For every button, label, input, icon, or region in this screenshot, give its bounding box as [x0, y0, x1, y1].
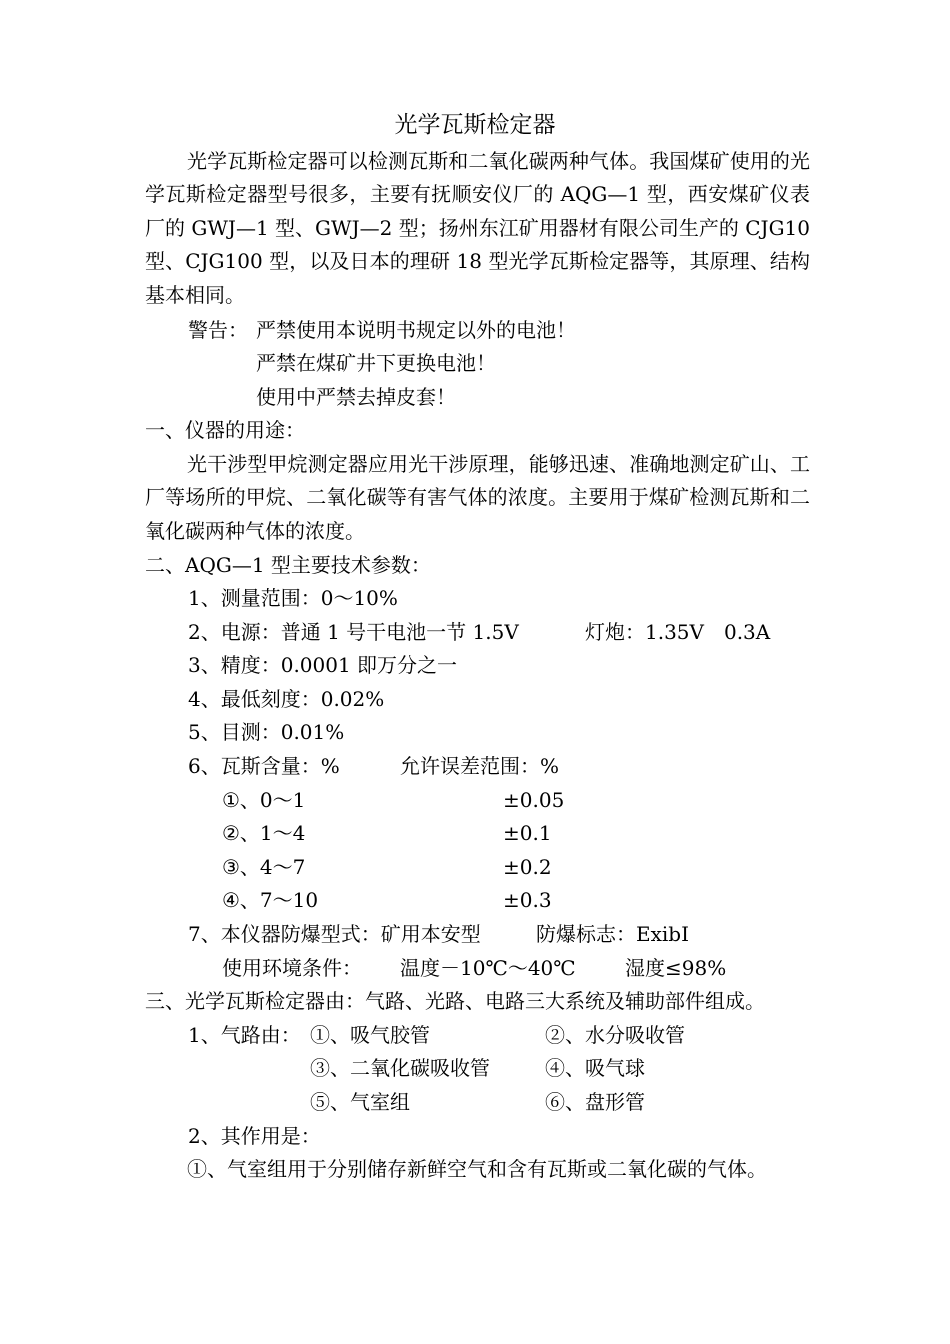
- section-3-heading: 三、光学瓦斯检定器由：气路、光路、电路三大系统及辅助部件组成。: [145, 989, 765, 1013]
- param-visual: 5、目测：0.01%: [188, 720, 345, 744]
- range-row-1-error: ±0.05: [503, 788, 565, 812]
- section-1-body: 光干涉型甲烷测定器应用光干涉原理，能够迅速、准确地测定矿山、工厂等场所的甲烷、二氧化碳等有害气体的浓度。主要用于煤矿检测瓦斯和二氧化碳两种气体的浓度。: [145, 452, 810, 543]
- gas-part-3: ③、二氧化碳吸收管: [310, 1056, 490, 1080]
- env-label: 使用环境条件：: [222, 956, 362, 980]
- range-row-4-range: ④、7～10: [222, 888, 319, 912]
- warning-line-2: 严禁在煤矿井下更换电池！: [256, 351, 496, 375]
- param-min-scale: 4、最低刻度：0.02%: [188, 687, 385, 711]
- section-2-heading: 二、AQG—1 型主要技术参数：: [145, 553, 431, 577]
- gas-part-5: ⑤、气室组: [310, 1090, 410, 1114]
- param-explosion-type: 7、本仪器防爆型式：矿用本安型: [188, 922, 481, 946]
- env-humidity: 湿度≤98%: [625, 956, 727, 980]
- param-range: 1、测量范围：0～10%: [188, 586, 398, 610]
- section-1-heading: 一、仪器的用途：: [145, 418, 305, 442]
- param-explosion-mark: 防爆标志：ExibI: [536, 922, 689, 946]
- env-temperature: 温度－10℃～40℃: [400, 956, 576, 980]
- warning-line-3: 使用中严禁去掉皮套！: [256, 385, 456, 409]
- range-row-3-error: ±0.2: [503, 855, 552, 879]
- range-row-2-error: ±0.1: [503, 821, 552, 845]
- param-bulb: 灯炮：1.35V 0.3A: [585, 620, 771, 644]
- param-precision: 3、精度：0.0001 即万分之一: [188, 653, 458, 677]
- warning-line-1: 严禁使用本说明书规定以外的电池！: [256, 318, 576, 342]
- range-row-4-error: ±0.3: [503, 888, 552, 912]
- range-row-3-range: ③、4～7: [222, 855, 306, 879]
- function-item-1: ①、气室组用于分别储存新鲜空气和含有瓦斯或二氧化碳的气体。: [187, 1157, 767, 1181]
- gas-path-label: 1、气路由：: [188, 1023, 301, 1047]
- page-title: 光学瓦斯检定器: [394, 112, 556, 138]
- range-row-1-range: ①、0～1: [222, 788, 306, 812]
- param-error-range: 允许误差范围：%: [400, 754, 560, 778]
- warning-label: 警告：: [188, 318, 248, 342]
- gas-part-4: ④、吸气球: [545, 1056, 645, 1080]
- gas-part-2: ②、水分吸收管: [545, 1023, 685, 1047]
- param-gas-content: 6、瓦斯含量：%: [188, 754, 340, 778]
- range-row-2-range: ②、1～4: [222, 821, 306, 845]
- function-label: 2、其作用是：: [188, 1124, 321, 1148]
- gas-part-6: ⑥、盘形管: [545, 1090, 645, 1114]
- intro-paragraph: 光学瓦斯检定器可以检测瓦斯和二氧化碳两种气体。我国煤矿使用的光学瓦斯检定器型号很多，主要有抚顺安仪厂的 AQG—1 型，西安煤矿仪表厂的 GWJ—1 型、GWJ—2 型；扬州东江矿用器材有限公司生产的 CJG10 型、CJG100 型，以及日本的理研 18 型光学瓦斯检定器等，其原理、结构基本相同。: [145, 149, 810, 307]
- gas-part-1: ①、吸气胶管: [310, 1023, 430, 1047]
- param-power: 2、电源：普通 1 号干电池一节 1.5V: [188, 620, 519, 644]
